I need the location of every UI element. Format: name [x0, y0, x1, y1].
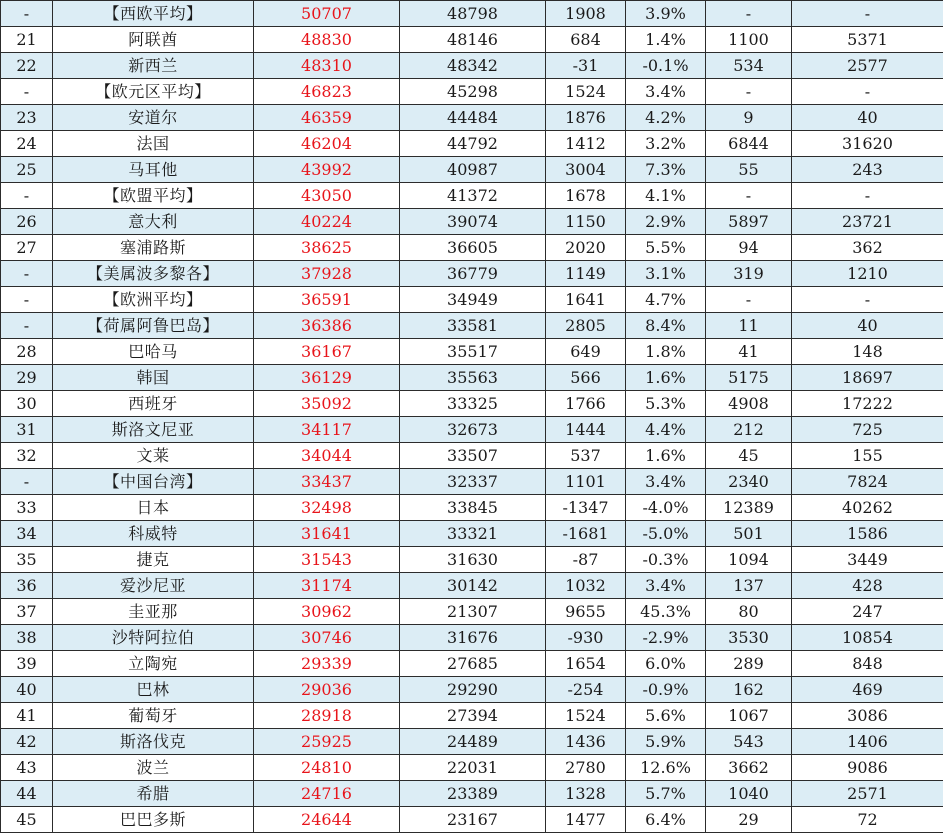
table-row	[1, 417, 943, 443]
change-value-cell: 1149	[546, 261, 626, 287]
previous-value-cell: 39074	[400, 209, 546, 235]
rank-cell: 40	[1, 677, 53, 703]
region-name-cell: 沙特阿拉伯	[53, 625, 254, 651]
change-percent-cell: 4.7%	[626, 287, 706, 313]
change-percent-cell: -4.0%	[626, 495, 706, 521]
rank-cell: 28	[1, 339, 53, 365]
change-percent-cell: 3.4%	[626, 573, 706, 599]
total-gdp-cell: -	[792, 183, 943, 209]
previous-value-cell: 34949	[400, 287, 546, 313]
population-cell: 3662	[706, 755, 792, 781]
change-percent-cell: 1.6%	[626, 365, 706, 391]
total-gdp-cell: 3449	[792, 547, 943, 573]
gdp-per-capita-cell: 48830	[254, 27, 400, 53]
previous-value-cell: 48146	[400, 27, 546, 53]
table-row	[1, 79, 943, 105]
change-value-cell: -1681	[546, 521, 626, 547]
change-value-cell: 1524	[546, 79, 626, 105]
population-cell: 319	[706, 261, 792, 287]
table-row	[1, 53, 943, 79]
gdp-per-capita-cell: 29036	[254, 677, 400, 703]
change-value-cell: 1436	[546, 729, 626, 755]
change-percent-cell: 6.0%	[626, 651, 706, 677]
rank-cell: 23	[1, 105, 53, 131]
region-name-cell: 【美属波多黎各】	[53, 261, 254, 287]
gdp-per-capita-cell: 32498	[254, 495, 400, 521]
change-percent-cell: 4.2%	[626, 105, 706, 131]
total-gdp-cell: 40	[792, 105, 943, 131]
population-cell: 29	[706, 807, 792, 833]
change-percent-cell: 4.1%	[626, 183, 706, 209]
population-cell: 94	[706, 235, 792, 261]
rank-cell: 35	[1, 547, 53, 573]
rank-cell: 41	[1, 703, 53, 729]
previous-value-cell: 48342	[400, 53, 546, 79]
rank-cell: 38	[1, 625, 53, 651]
gdp-per-capita-cell: 46359	[254, 105, 400, 131]
region-name-cell: 安道尔	[53, 105, 254, 131]
total-gdp-cell: 7824	[792, 469, 943, 495]
previous-value-cell: 33507	[400, 443, 546, 469]
table-row	[1, 651, 943, 677]
total-gdp-cell: 17222	[792, 391, 943, 417]
previous-value-cell: 44484	[400, 105, 546, 131]
gdp-per-capita-cell: 50707	[254, 1, 400, 27]
rank-cell: 22	[1, 53, 53, 79]
change-value-cell: 1524	[546, 703, 626, 729]
previous-value-cell: 35563	[400, 365, 546, 391]
total-gdp-cell: 5371	[792, 27, 943, 53]
change-percent-cell: -0.1%	[626, 53, 706, 79]
population-cell: 1094	[706, 547, 792, 573]
gdp-per-capita-cell: 24810	[254, 755, 400, 781]
region-name-cell: 【欧元区平均】	[53, 79, 254, 105]
gdp-per-capita-cell: 36167	[254, 339, 400, 365]
rank-cell: 26	[1, 209, 53, 235]
rank-cell: 21	[1, 27, 53, 53]
previous-value-cell: 33845	[400, 495, 546, 521]
gdp-per-capita-cell: 48310	[254, 53, 400, 79]
change-value-cell: 1150	[546, 209, 626, 235]
region-name-cell: 马耳他	[53, 157, 254, 183]
rank-cell: 34	[1, 521, 53, 547]
rank-cell: 37	[1, 599, 53, 625]
change-percent-cell: 2.9%	[626, 209, 706, 235]
table-row	[1, 105, 943, 131]
rank-cell: 25	[1, 157, 53, 183]
rank-cell: 31	[1, 417, 53, 443]
population-cell: 162	[706, 677, 792, 703]
change-percent-cell: 12.6%	[626, 755, 706, 781]
region-name-cell: 文莱	[53, 443, 254, 469]
rank-cell: -	[1, 261, 53, 287]
gdp-per-capita-cell: 34117	[254, 417, 400, 443]
population-cell: 501	[706, 521, 792, 547]
previous-value-cell: 45298	[400, 79, 546, 105]
table-row	[1, 131, 943, 157]
change-value-cell: 1032	[546, 573, 626, 599]
previous-value-cell: 35517	[400, 339, 546, 365]
rank-cell: -	[1, 1, 53, 27]
region-name-cell: 巴巴多斯	[53, 807, 254, 833]
total-gdp-cell: 243	[792, 157, 943, 183]
region-name-cell: 塞浦路斯	[53, 235, 254, 261]
gdp-per-capita-cell: 37928	[254, 261, 400, 287]
gdp-per-capita-cell: 46204	[254, 131, 400, 157]
change-value-cell: 2020	[546, 235, 626, 261]
region-name-cell: 阿联酋	[53, 27, 254, 53]
total-gdp-cell: 428	[792, 573, 943, 599]
change-percent-cell: 45.3%	[626, 599, 706, 625]
table-row	[1, 807, 943, 833]
region-name-cell: 巴哈马	[53, 339, 254, 365]
change-percent-cell: 3.1%	[626, 261, 706, 287]
change-value-cell: 1444	[546, 417, 626, 443]
table-row	[1, 365, 943, 391]
total-gdp-cell: 1210	[792, 261, 943, 287]
total-gdp-cell: 2577	[792, 53, 943, 79]
previous-value-cell: 27685	[400, 651, 546, 677]
change-percent-cell: -0.3%	[626, 547, 706, 573]
population-cell: 6844	[706, 131, 792, 157]
change-value-cell: -87	[546, 547, 626, 573]
population-cell: 9	[706, 105, 792, 131]
rank-cell: 39	[1, 651, 53, 677]
previous-value-cell: 36605	[400, 235, 546, 261]
table-row	[1, 625, 943, 651]
population-cell: 1100	[706, 27, 792, 53]
change-value-cell: 1101	[546, 469, 626, 495]
previous-value-cell: 33321	[400, 521, 546, 547]
change-value-cell: 649	[546, 339, 626, 365]
previous-value-cell: 44792	[400, 131, 546, 157]
gdp-per-capita-cell: 31174	[254, 573, 400, 599]
table-row	[1, 729, 943, 755]
gdp-per-capita-cell: 29339	[254, 651, 400, 677]
region-name-cell: 【荷属阿鲁巴岛】	[53, 313, 254, 339]
previous-value-cell: 23389	[400, 781, 546, 807]
rank-cell: 32	[1, 443, 53, 469]
gdp-per-capita-cell: 36591	[254, 287, 400, 313]
population-cell: 5897	[706, 209, 792, 235]
change-value-cell: -31	[546, 53, 626, 79]
total-gdp-cell: 148	[792, 339, 943, 365]
region-name-cell: 法国	[53, 131, 254, 157]
change-percent-cell: 5.3%	[626, 391, 706, 417]
rank-cell: 42	[1, 729, 53, 755]
change-value-cell: 3004	[546, 157, 626, 183]
change-percent-cell: 8.4%	[626, 313, 706, 339]
region-name-cell: 新西兰	[53, 53, 254, 79]
table-row	[1, 703, 943, 729]
previous-value-cell: 29290	[400, 677, 546, 703]
table-row	[1, 261, 943, 287]
rank-cell: 27	[1, 235, 53, 261]
population-cell: 534	[706, 53, 792, 79]
change-value-cell: 1654	[546, 651, 626, 677]
population-cell: -	[706, 183, 792, 209]
region-name-cell: 葡萄牙	[53, 703, 254, 729]
change-percent-cell: 4.4%	[626, 417, 706, 443]
total-gdp-cell: 23721	[792, 209, 943, 235]
rank-cell: 36	[1, 573, 53, 599]
table-row	[1, 521, 943, 547]
previous-value-cell: 21307	[400, 599, 546, 625]
previous-value-cell: 41372	[400, 183, 546, 209]
table-row	[1, 781, 943, 807]
table-row	[1, 573, 943, 599]
gdp-per-capita-cell: 36129	[254, 365, 400, 391]
change-percent-cell: 3.4%	[626, 79, 706, 105]
change-value-cell: 1328	[546, 781, 626, 807]
total-gdp-cell: 10854	[792, 625, 943, 651]
change-percent-cell: -5.0%	[626, 521, 706, 547]
region-name-cell: 韩国	[53, 365, 254, 391]
region-name-cell: 巴林	[53, 677, 254, 703]
region-name-cell: 意大利	[53, 209, 254, 235]
rank-cell: -	[1, 469, 53, 495]
total-gdp-cell: 40262	[792, 495, 943, 521]
population-cell: 11	[706, 313, 792, 339]
previous-value-cell: 32337	[400, 469, 546, 495]
total-gdp-cell: 72	[792, 807, 943, 833]
table-row	[1, 755, 943, 781]
change-percent-cell: 3.4%	[626, 469, 706, 495]
total-gdp-cell: -	[792, 1, 943, 27]
change-percent-cell: 5.6%	[626, 703, 706, 729]
change-value-cell: 1477	[546, 807, 626, 833]
change-percent-cell: 1.6%	[626, 443, 706, 469]
gdp-per-capita-cell: 31543	[254, 547, 400, 573]
region-name-cell: 波兰	[53, 755, 254, 781]
gdp-per-capita-cell: 43050	[254, 183, 400, 209]
region-name-cell: 圭亚那	[53, 599, 254, 625]
previous-value-cell: 22031	[400, 755, 546, 781]
previous-value-cell: 40987	[400, 157, 546, 183]
change-percent-cell: 5.5%	[626, 235, 706, 261]
total-gdp-cell: 469	[792, 677, 943, 703]
region-name-cell: 立陶宛	[53, 651, 254, 677]
previous-value-cell: 30142	[400, 573, 546, 599]
change-value-cell: -254	[546, 677, 626, 703]
change-value-cell: 1908	[546, 1, 626, 27]
gdp-per-capita-cell: 31641	[254, 521, 400, 547]
previous-value-cell: 33581	[400, 313, 546, 339]
region-name-cell: 希腊	[53, 781, 254, 807]
rank-cell: 24	[1, 131, 53, 157]
previous-value-cell: 36779	[400, 261, 546, 287]
population-cell: -	[706, 1, 792, 27]
total-gdp-cell: 1406	[792, 729, 943, 755]
table-row	[1, 313, 943, 339]
population-cell: 12389	[706, 495, 792, 521]
change-value-cell: 1412	[546, 131, 626, 157]
population-cell: 4908	[706, 391, 792, 417]
gdp-per-capita-cell: 24644	[254, 807, 400, 833]
change-value-cell: 1876	[546, 105, 626, 131]
rank-cell: -	[1, 79, 53, 105]
population-cell: -	[706, 79, 792, 105]
population-cell: 137	[706, 573, 792, 599]
region-name-cell: 【欧洲平均】	[53, 287, 254, 313]
gdp-per-capita-cell: 43992	[254, 157, 400, 183]
population-cell: 80	[706, 599, 792, 625]
rank-cell: 29	[1, 365, 53, 391]
total-gdp-cell: 9086	[792, 755, 943, 781]
region-name-cell: 科威特	[53, 521, 254, 547]
table-row	[1, 391, 943, 417]
population-cell: 45	[706, 443, 792, 469]
change-percent-cell: 7.3%	[626, 157, 706, 183]
change-percent-cell: 1.8%	[626, 339, 706, 365]
total-gdp-cell: -	[792, 287, 943, 313]
population-cell: 41	[706, 339, 792, 365]
population-cell: 1067	[706, 703, 792, 729]
change-value-cell: 9655	[546, 599, 626, 625]
previous-value-cell: 31630	[400, 547, 546, 573]
total-gdp-cell: 31620	[792, 131, 943, 157]
change-percent-cell: 5.7%	[626, 781, 706, 807]
population-cell: 3530	[706, 625, 792, 651]
previous-value-cell: 31676	[400, 625, 546, 651]
total-gdp-cell: 3086	[792, 703, 943, 729]
gdp-per-capita-cell: 40224	[254, 209, 400, 235]
gdp-per-capita-cell: 46823	[254, 79, 400, 105]
previous-value-cell: 32673	[400, 417, 546, 443]
rank-cell: -	[1, 287, 53, 313]
change-value-cell: 1678	[546, 183, 626, 209]
gdp-per-capita-cell: 25925	[254, 729, 400, 755]
population-cell: 212	[706, 417, 792, 443]
previous-value-cell: 24489	[400, 729, 546, 755]
change-percent-cell: -0.9%	[626, 677, 706, 703]
previous-value-cell: 48798	[400, 1, 546, 27]
previous-value-cell: 27394	[400, 703, 546, 729]
gdp-per-capita-cell: 38625	[254, 235, 400, 261]
region-name-cell: 西班牙	[53, 391, 254, 417]
region-name-cell: 捷克	[53, 547, 254, 573]
rank-cell: 30	[1, 391, 53, 417]
table-row	[1, 599, 943, 625]
region-name-cell: 爱沙尼亚	[53, 573, 254, 599]
table-row	[1, 339, 943, 365]
population-cell: 5175	[706, 365, 792, 391]
table-row	[1, 287, 943, 313]
total-gdp-cell: 725	[792, 417, 943, 443]
table-row	[1, 27, 943, 53]
region-name-cell: 斯洛文尼亚	[53, 417, 254, 443]
gdp-per-capita-cell: 34044	[254, 443, 400, 469]
gdp-per-capita-cell: 30746	[254, 625, 400, 651]
total-gdp-cell: -	[792, 79, 943, 105]
region-name-cell: 【西欧平均】	[53, 1, 254, 27]
previous-value-cell: 33325	[400, 391, 546, 417]
change-value-cell: 1766	[546, 391, 626, 417]
table-row	[1, 547, 943, 573]
table-row	[1, 235, 943, 261]
change-value-cell: 566	[546, 365, 626, 391]
change-percent-cell: 6.4%	[626, 807, 706, 833]
change-percent-cell: 1.4%	[626, 27, 706, 53]
total-gdp-cell: 1586	[792, 521, 943, 547]
total-gdp-cell: 247	[792, 599, 943, 625]
change-value-cell: 2780	[546, 755, 626, 781]
total-gdp-cell: 40	[792, 313, 943, 339]
population-cell: 2340	[706, 469, 792, 495]
gdp-per-capita-cell: 36386	[254, 313, 400, 339]
table-row	[1, 443, 943, 469]
total-gdp-cell: 18697	[792, 365, 943, 391]
total-gdp-cell: 362	[792, 235, 943, 261]
change-value-cell: -1347	[546, 495, 626, 521]
table-row	[1, 469, 943, 495]
change-percent-cell: -2.9%	[626, 625, 706, 651]
gdp-per-capita-cell: 24716	[254, 781, 400, 807]
change-percent-cell: 3.9%	[626, 1, 706, 27]
rank-cell: 43	[1, 755, 53, 781]
table-row	[1, 495, 943, 521]
population-cell: 55	[706, 157, 792, 183]
gdp-per-capita-cell: 28918	[254, 703, 400, 729]
gdp-per-capita-cell: 35092	[254, 391, 400, 417]
change-percent-cell: 5.9%	[626, 729, 706, 755]
change-value-cell: 1641	[546, 287, 626, 313]
population-cell: 543	[706, 729, 792, 755]
change-value-cell: 537	[546, 443, 626, 469]
table-row	[1, 1, 943, 27]
rank-cell: -	[1, 183, 53, 209]
region-name-cell: 日本	[53, 495, 254, 521]
total-gdp-cell: 2571	[792, 781, 943, 807]
change-value-cell: -930	[546, 625, 626, 651]
total-gdp-cell: 155	[792, 443, 943, 469]
table-row	[1, 677, 943, 703]
population-cell: 289	[706, 651, 792, 677]
table-body	[1, 1, 943, 833]
table-row	[1, 183, 943, 209]
rank-cell: 44	[1, 781, 53, 807]
table-row	[1, 157, 943, 183]
region-name-cell: 【中国台湾】	[53, 469, 254, 495]
table-row	[1, 209, 943, 235]
total-gdp-cell: 848	[792, 651, 943, 677]
gdp-per-capita-cell: 33437	[254, 469, 400, 495]
rank-cell: 33	[1, 495, 53, 521]
change-value-cell: 684	[546, 27, 626, 53]
region-name-cell: 【欧盟平均】	[53, 183, 254, 209]
region-name-cell: 斯洛伐克	[53, 729, 254, 755]
rank-cell: 45	[1, 807, 53, 833]
population-cell: 1040	[706, 781, 792, 807]
previous-value-cell: 23167	[400, 807, 546, 833]
change-percent-cell: 3.2%	[626, 131, 706, 157]
population-cell: -	[706, 287, 792, 313]
gdp-per-capita-cell: 30962	[254, 599, 400, 625]
change-value-cell: 2805	[546, 313, 626, 339]
rank-cell: -	[1, 313, 53, 339]
